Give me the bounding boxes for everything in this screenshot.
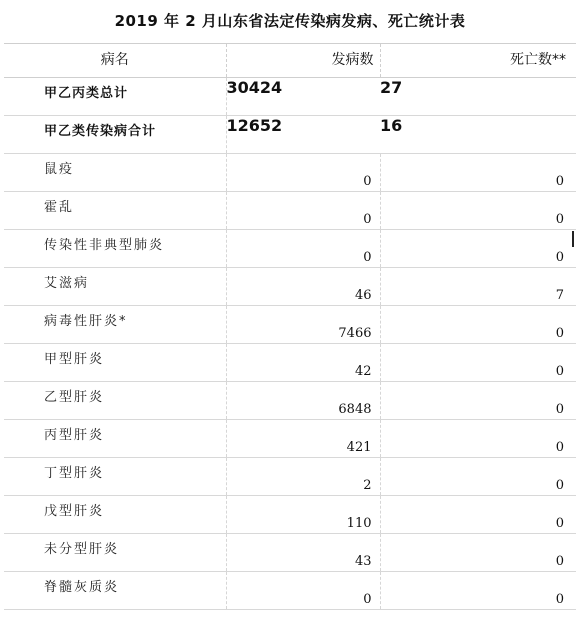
table-row: [4, 306, 576, 344]
row-cases: 110: [226, 496, 380, 534]
row-name: 艾滋病: [4, 268, 226, 306]
row-deaths: 0: [555, 326, 564, 341]
row-cases: 46: [226, 268, 380, 306]
row-name: 未分型肝炎: [4, 534, 226, 572]
row-cases: 2: [226, 458, 380, 496]
row-name: 丁型肝炎: [4, 458, 226, 496]
table-row: [4, 572, 576, 610]
table-row: [4, 458, 576, 496]
disease-statistics-table: [4, 43, 576, 610]
row-cases: 0: [226, 192, 380, 230]
row-name: 甲乙类传染病合计: [4, 116, 226, 154]
row-deaths: 16: [380, 116, 403, 135]
row-name: 甲型肝炎: [4, 344, 226, 382]
row-name: 乙型肝炎: [4, 382, 226, 420]
row-deaths: 0: [555, 516, 564, 531]
row-cases: 421: [226, 420, 380, 458]
header-name: 病名: [4, 44, 226, 78]
table-row: [4, 534, 576, 572]
row-cases: 43: [226, 534, 380, 572]
header-cases: 发病数: [226, 44, 380, 78]
table-header-row: [4, 44, 576, 78]
table-row: [4, 344, 576, 382]
table-row: [4, 154, 576, 192]
table-row: [4, 268, 576, 306]
table-row: [4, 420, 576, 458]
row-name: 戊型肝炎: [4, 496, 226, 534]
row-deaths: 0: [555, 592, 564, 607]
row-cases: 7466: [226, 306, 380, 344]
table-row: [4, 230, 576, 268]
row-cases: 12652: [226, 116, 283, 135]
row-cases: 6848: [226, 382, 380, 420]
table-row: [4, 78, 576, 116]
table-row: [4, 116, 576, 154]
row-deaths: 0: [555, 364, 564, 379]
row-name: 甲乙丙类总计: [4, 78, 226, 116]
row-deaths: 0: [555, 478, 564, 493]
row-deaths: 0: [555, 212, 564, 227]
table-row: [4, 382, 576, 420]
row-name: 传染性非典型肺炎: [4, 230, 226, 268]
row-deaths: 0: [555, 554, 564, 569]
row-name: 鼠疫: [4, 154, 226, 192]
row-cases: 42: [226, 344, 380, 382]
row-name: 丙型肝炎: [4, 420, 226, 458]
row-deaths: 0: [555, 250, 564, 265]
row-deaths: 7: [555, 288, 564, 303]
row-name: 霍乱: [4, 192, 226, 230]
table-row: [4, 192, 576, 230]
row-cases: 0: [226, 230, 380, 268]
row-cases: 0: [226, 572, 380, 610]
row-cases: 30424: [226, 78, 283, 97]
row-deaths: 0: [555, 174, 564, 189]
row-name: 病毒性肝炎*: [4, 306, 226, 344]
table-title: 2019 年 2 月山东省法定传染病发病、死亡统计表: [114, 12, 466, 30]
row-deaths: 0: [555, 440, 564, 455]
row-deaths: 0: [555, 402, 564, 417]
text-cursor-mark: [572, 231, 574, 247]
header-deaths: 死亡数**: [510, 52, 566, 68]
row-deaths: 27: [380, 78, 403, 97]
table-row: [4, 496, 576, 534]
row-name: 脊髓灰质炎: [4, 572, 226, 610]
row-cases: 0: [226, 154, 380, 192]
